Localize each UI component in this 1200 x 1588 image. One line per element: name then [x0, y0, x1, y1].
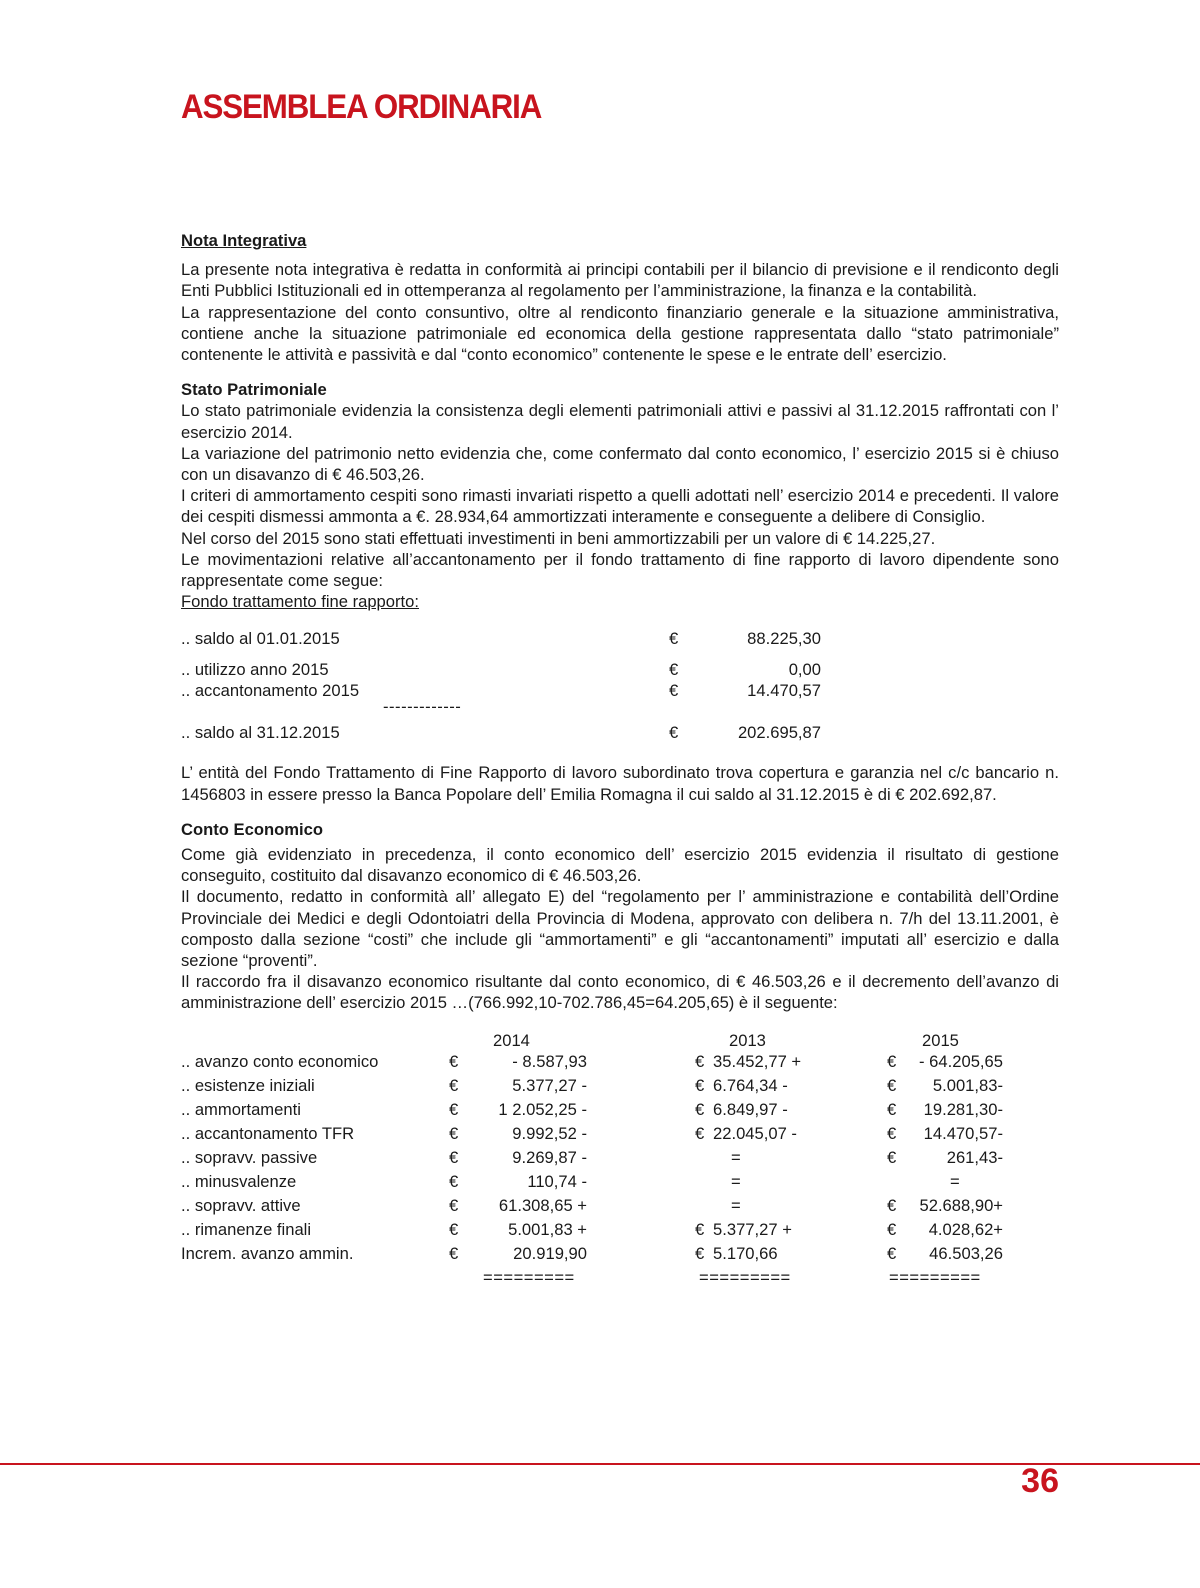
- value-2014: - 8.587,93: [512, 1051, 587, 1071]
- section-heading-nota: Nota Integrativa: [181, 231, 307, 250]
- currency-symbol: €: [887, 1195, 897, 1215]
- currency-symbol: €: [449, 1219, 459, 1239]
- year-header: 2014: [493, 1030, 530, 1050]
- section-heading-conto: Conto Economico: [181, 819, 323, 839]
- row-amount: 14.470,57: [747, 681, 821, 701]
- row-label: .. ammortamenti: [181, 1099, 301, 1119]
- value-2015: 261,43-: [946, 1147, 1003, 1167]
- separator-row: [181, 696, 821, 718]
- row-label: .. accantonamento TFR: [181, 1123, 355, 1143]
- value-2013: =: [731, 1171, 741, 1191]
- value-2014: 9.992,52 -: [512, 1123, 587, 1143]
- value-2015: 52.688,90+: [919, 1195, 1003, 1215]
- table-row: [181, 1075, 1059, 1099]
- row-amount: 88.225,30: [747, 629, 821, 649]
- tfr-table: [181, 628, 1059, 748]
- currency-symbol: €: [669, 723, 679, 743]
- row-label: .. avanzo conto economico: [181, 1051, 379, 1071]
- currency-symbol: €: [695, 1123, 705, 1143]
- row-label: .. sopravv. attive: [181, 1195, 301, 1215]
- paragraph: Come già evidenziato in precedenza, il conto economico dell’ esercizio 2015 evidenzia il risultato di gestione conseguito, costituito dal disavanzo economico di € 46.503,26.: [181, 845, 1059, 886]
- value-2013: =: [731, 1195, 741, 1215]
- value-2015: - 64.205,65: [919, 1051, 1003, 1071]
- table-row: [181, 1123, 1059, 1147]
- value-2015: 46.503,26: [929, 1243, 1003, 1263]
- value-2015: 4.028,62+: [928, 1219, 1003, 1239]
- currency-symbol: €: [449, 1099, 459, 1119]
- year-header: 2013: [729, 1030, 766, 1050]
- currency-symbol: €: [695, 1075, 705, 1095]
- table-row: [181, 1099, 1059, 1123]
- value-2014: 110,74 -: [527, 1171, 587, 1191]
- value-2015: 14.470,57-: [923, 1123, 1003, 1143]
- currency-symbol: €: [887, 1099, 897, 1119]
- currency-symbol: €: [887, 1123, 897, 1143]
- value-2013: 35.452,77 +: [713, 1051, 802, 1071]
- table-row: [181, 628, 821, 650]
- currency-symbol: €: [449, 1123, 459, 1143]
- paragraph: Lo stato patrimoniale evidenzia la consistenza degli elementi patrimoniali attivi e passivi al 31.12.2015 raffrontati con l’ esercizio 2014.: [181, 401, 1059, 442]
- fondo-title: Fondo trattamento fine rapporto:: [181, 592, 419, 612]
- row-label: .. esistenze iniziali: [181, 1075, 315, 1095]
- table-row: [181, 1171, 1059, 1195]
- value-2014: 20.919,90: [513, 1243, 587, 1263]
- paragraph: Il raccordo fra il disavanzo economico risultante dal conto economico, di € 46.503,26 e il decremento dell’avanzo di amministrazione dell’ esercizio 2015 …(766.992,10-702.786,45=64.205,65) è il seguente:: [181, 972, 1059, 1013]
- equals-line: =========: [483, 1267, 575, 1287]
- currency-symbol: €: [887, 1075, 897, 1095]
- row-label: .. accantonamento 2015: [181, 681, 360, 701]
- currency-symbol: €: [887, 1219, 897, 1239]
- value-2013: 6.764,34 -: [713, 1075, 788, 1095]
- value-2014: 5.001,83 +: [508, 1219, 587, 1239]
- row-label: .. utilizzo anno 2015: [181, 660, 329, 680]
- paragraph: La rappresentazione del conto consuntivo, oltre al rendiconto finanziario generale e la situazione amministrativa, contiene anche la situazione patrimoniale ed economica della gestione rappresentata dallo “stato patrimoniale” contenente le attività e passività e dal “conto economico” contenente le spese e le entrate dell’ esercizio.: [181, 302, 1059, 365]
- comparison-table: [181, 1030, 1059, 1300]
- value-2015: 5.001,83-: [932, 1075, 1003, 1095]
- currency-symbol: €: [449, 1195, 459, 1215]
- currency-symbol: €: [887, 1051, 897, 1071]
- row-label: .. minusvalenze: [181, 1171, 297, 1191]
- value-2014: 61.308,65 +: [498, 1195, 587, 1215]
- table-row: [181, 1051, 1059, 1075]
- currency-symbol: €: [695, 1099, 705, 1119]
- value-2013: 5.170,66: [713, 1243, 778, 1263]
- table-row: [181, 1219, 1059, 1243]
- table-row: [181, 1147, 1059, 1171]
- row-amount: 0,00: [788, 660, 821, 680]
- value-2013: =: [731, 1147, 741, 1167]
- section-heading-stato: Stato Patrimoniale: [181, 380, 327, 400]
- paragraph: La presente nota integrativa è redatta in conformità ai principi contabili per il bilancio di previsione e il rendiconto degli Enti Pubblici Istituzionali ed in ottemperanza al regolamento per l’amministrazione, la finanza e la contabilità.: [181, 260, 1059, 301]
- table-row: [181, 1243, 1059, 1267]
- equals-line: =========: [699, 1267, 791, 1287]
- page-title: ASSEMBLEA ORDINARIA: [181, 88, 542, 126]
- currency-symbol: €: [449, 1243, 459, 1263]
- value-2014: 5.377,27 -: [512, 1075, 587, 1095]
- row-amount: 202.695,87: [737, 723, 821, 743]
- value-2015: 19.281,30-: [923, 1099, 1003, 1119]
- currency-symbol: €: [449, 1147, 459, 1167]
- paragraph: La variazione del patrimonio netto evidenzia che, come confermato dal conto economico, l’ esercizio 2015 si è chiuso con un disavanzo di € 46.503,26.: [181, 443, 1059, 485]
- table-row: [181, 1195, 1059, 1219]
- value-2015: =: [950, 1171, 960, 1191]
- row-label: .. rimanenze finali: [181, 1219, 312, 1239]
- paragraph: Nel corso del 2015 sono stati effettuati investimenti in beni ammortizzabili per un valore di € 14.225,27.: [181, 528, 936, 548]
- value-2013: 6.849,97 -: [713, 1099, 788, 1119]
- value-2013: 22.045,07 -: [713, 1123, 797, 1143]
- currency-symbol: €: [887, 1243, 897, 1263]
- currency-symbol: €: [449, 1075, 459, 1095]
- document-body: [181, 230, 1059, 1300]
- value-2014: 9.269,87 -: [512, 1147, 587, 1167]
- paragraph: I criteri di ammortamento cespiti sono rimasti invariati rispetto a quelli adottati nell’ esercizio 2014 e precedenti. Il valore dei cespiti dismessi ammonta a €. 28.934,64 ammortizzati interamente e conseguente a delibere di Consiglio.: [181, 486, 1059, 527]
- currency-symbol: €: [695, 1051, 705, 1071]
- totals-rule-row: [181, 1267, 1059, 1291]
- currency-symbol: €: [449, 1051, 459, 1071]
- equals-line: =========: [889, 1267, 981, 1287]
- currency-symbol: €: [669, 660, 679, 680]
- row-label: .. saldo al 31.12.2015: [181, 723, 340, 743]
- row-label: .. saldo al 01.01.2015: [181, 629, 340, 649]
- currency-symbol: €: [449, 1171, 459, 1191]
- table-row: [181, 722, 821, 744]
- currency-symbol: €: [669, 681, 679, 701]
- separator-line: -------------: [383, 697, 462, 717]
- value-2013: 5.377,27 +: [713, 1219, 792, 1239]
- currency-symbol: €: [669, 629, 679, 649]
- paragraph: Il documento, redatto in conformità all’ allegato E) del “regolamento per l’ amministrazione e contabilità dell’Ordine Provinciale dei Medici e degli Odontoiatri della Provincia di Modena, approvato con delibera n. 7/h del 13.11.2001, è composto dalla sezione “costi” che include gli “ammortamenti” e gli “accantonamenti” imputati all’ esercizio e dalla sezione “proventi”.: [181, 887, 1059, 971]
- paragraph: Le movimentazioni relative all’accantonamento per il fondo trattamento di fine rapporto di lavoro dipendente sono rappresentate come segue:: [181, 549, 1059, 591]
- table-row: [181, 659, 821, 681]
- row-label: .. sopravv. passive: [181, 1147, 318, 1167]
- currency-symbol: €: [695, 1243, 705, 1263]
- currency-symbol: €: [695, 1219, 705, 1239]
- paragraph: L’ entità del Fondo Trattamento di Fine Rapporto di lavoro subordinato trova copertura e garanzia nel c/c bancario n. 1456803 in essere presso la Banca Popolare dell’ Emilia Romagna il cui saldo al 31.12.2015 è di € 202.692,87.: [181, 763, 1059, 804]
- page-number: 36: [1021, 1462, 1059, 1500]
- year-header: 2015: [922, 1030, 959, 1050]
- footer-rule: [0, 1463, 1200, 1465]
- currency-symbol: €: [887, 1147, 897, 1167]
- value-2014: 1 2.052,25 -: [498, 1099, 587, 1119]
- row-label: Increm. avanzo ammin.: [181, 1243, 354, 1263]
